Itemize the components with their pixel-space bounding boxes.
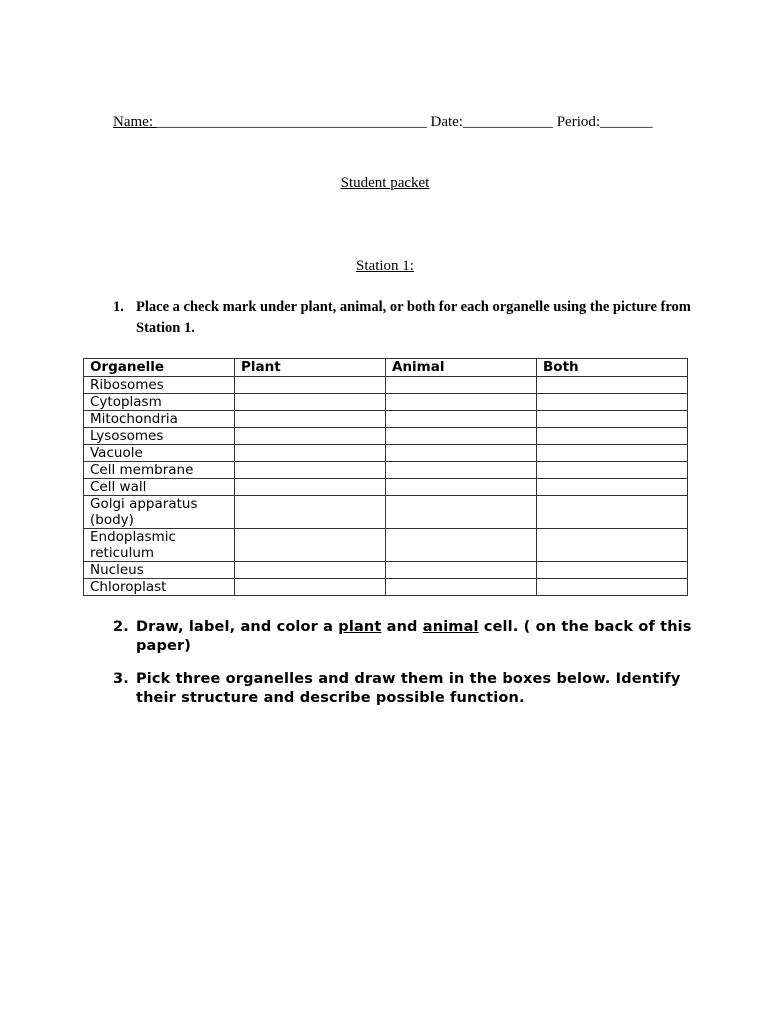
checkbox-cell-plant[interactable]	[235, 411, 386, 428]
table-body	[84, 377, 688, 596]
table-row	[84, 496, 688, 529]
table-row	[84, 428, 688, 445]
question-2-text-middle: and	[381, 619, 423, 635]
checkbox-cell-plant[interactable]	[235, 445, 386, 462]
organelle-name-cell: Cytoplasm	[84, 394, 235, 411]
organelle-name-cell: Chloroplast	[84, 579, 235, 596]
checkbox-cell-animal[interactable]	[386, 445, 537, 462]
checkbox-cell-both[interactable]	[537, 579, 688, 596]
checkbox-cell-both[interactable]	[537, 411, 688, 428]
question-2-text-after: cell. ( on the back of this paper)	[136, 619, 692, 654]
organelle-name-cell: Lysosomes	[84, 428, 235, 445]
checkbox-cell-both[interactable]	[537, 529, 688, 562]
checkbox-cell-animal[interactable]	[386, 529, 537, 562]
checkbox-cell-both[interactable]	[537, 562, 688, 579]
name-blank[interactable]: ____________________________________	[156, 114, 427, 130]
checkbox-cell-animal[interactable]	[386, 562, 537, 579]
organelle-name-cell: Endoplasmic reticulum	[84, 529, 235, 562]
question-1	[113, 297, 693, 339]
column-header: Animal	[386, 359, 537, 377]
checkbox-cell-plant[interactable]	[235, 496, 386, 529]
organelle-name-cell: Golgi apparatus (body)	[84, 496, 235, 529]
table-header-row	[84, 359, 688, 377]
checkbox-cell-animal[interactable]	[386, 579, 537, 596]
question-1-number: 1.	[113, 299, 124, 315]
checkbox-cell-plant[interactable]	[235, 579, 386, 596]
organelle-name-cell: Nucleus	[84, 562, 235, 579]
organelle-name-cell: Cell membrane	[84, 462, 235, 479]
table-row	[84, 394, 688, 411]
column-header: Organelle	[84, 359, 235, 377]
checkbox-cell-animal[interactable]	[386, 462, 537, 479]
date-blank[interactable]: ____________	[462, 114, 553, 130]
checkbox-cell-animal[interactable]	[386, 496, 537, 529]
table-row	[84, 479, 688, 496]
table-row	[84, 445, 688, 462]
checkbox-cell-plant[interactable]	[235, 529, 386, 562]
checkbox-cell-plant[interactable]	[235, 377, 386, 394]
table-row	[84, 462, 688, 479]
checkbox-cell-both[interactable]	[537, 394, 688, 411]
checkbox-cell-both[interactable]	[537, 479, 688, 496]
organelle-table	[83, 358, 688, 596]
checkbox-cell-both[interactable]	[537, 445, 688, 462]
checkbox-cell-both[interactable]	[537, 377, 688, 394]
checkbox-cell-animal[interactable]	[386, 394, 537, 411]
table-row	[84, 529, 688, 562]
table-row	[84, 411, 688, 428]
organelle-name-cell: Vacuole	[84, 445, 235, 462]
packet-title	[0, 174, 770, 192]
station-title-text: Station 1:	[356, 258, 414, 274]
station-title	[0, 257, 770, 275]
organelle-name-cell: Ribosomes	[84, 377, 235, 394]
question-2-text-before: Draw, label, and color a	[136, 619, 339, 635]
organelle-name-cell: Mitochondria	[84, 411, 235, 428]
plant-word: plant	[338, 619, 382, 635]
period-label: Period:	[556, 114, 601, 130]
checkbox-cell-plant[interactable]	[235, 428, 386, 445]
table-row	[84, 579, 688, 596]
checkbox-cell-plant[interactable]	[235, 562, 386, 579]
table-row	[84, 377, 688, 394]
header-line	[113, 113, 673, 131]
question-1-text: Place a check mark under plant, animal, or both for each organelle using the picture from Station 1.	[136, 299, 691, 336]
table-row	[84, 562, 688, 579]
question-3-text: Pick three organelles and draw them in the boxes below. Identify their structure and describe possible function.	[136, 671, 681, 706]
checkbox-cell-animal[interactable]	[386, 377, 537, 394]
checkbox-cell-both[interactable]	[537, 462, 688, 479]
packet-title-text: Student packet	[340, 175, 430, 191]
column-header: Both	[537, 359, 688, 377]
question-2	[113, 618, 693, 656]
checkbox-cell-animal[interactable]	[386, 428, 537, 445]
checkbox-cell-plant[interactable]	[235, 462, 386, 479]
checkbox-cell-animal[interactable]	[386, 479, 537, 496]
organelle-name-cell: Cell wall	[84, 479, 235, 496]
checkbox-cell-plant[interactable]	[235, 479, 386, 496]
question-2-number: 2.	[113, 619, 129, 635]
question-3	[113, 670, 693, 708]
question-3-number: 3.	[113, 671, 129, 687]
period-blank[interactable]: _______	[600, 114, 653, 130]
question-2-text	[136, 618, 693, 656]
checkbox-cell-animal[interactable]	[386, 411, 537, 428]
column-header: Plant	[235, 359, 386, 377]
name-label: Name:	[113, 114, 157, 130]
checkbox-cell-both[interactable]	[537, 428, 688, 445]
animal-word: animal	[422, 619, 479, 635]
checkbox-cell-both[interactable]	[537, 496, 688, 529]
date-label: Date:	[430, 114, 463, 130]
checkbox-cell-plant[interactable]	[235, 394, 386, 411]
